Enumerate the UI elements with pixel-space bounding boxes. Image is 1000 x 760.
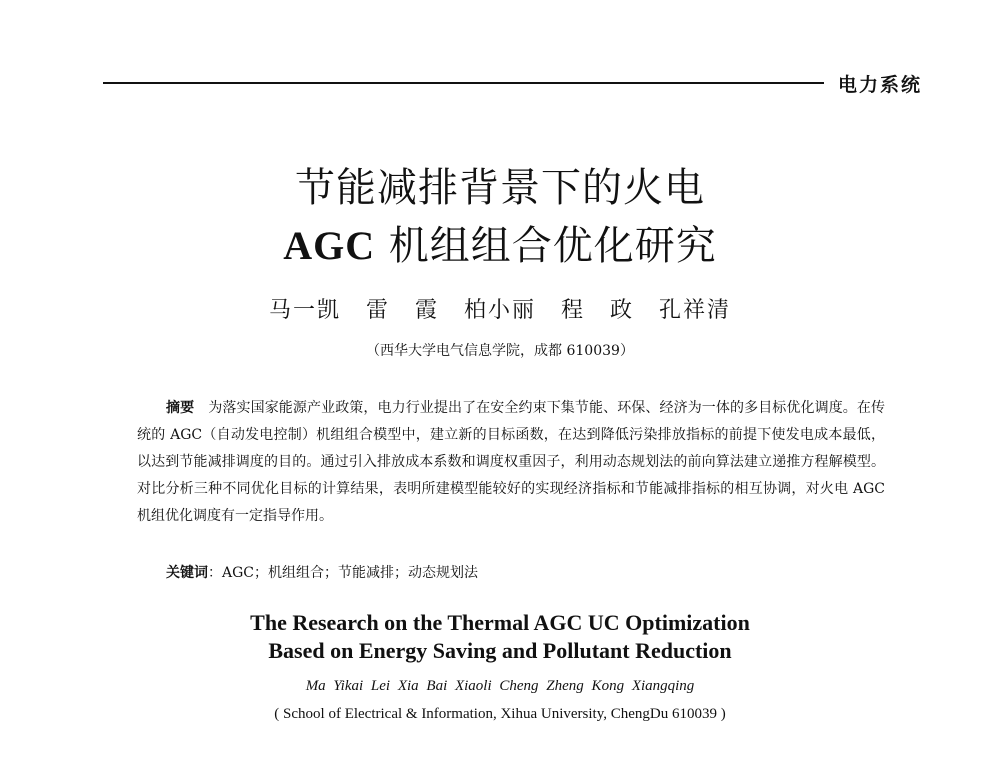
abstract-label: 摘要 [166,400,195,416]
keywords-label: 关键词 [166,565,208,581]
authors-en: Ma Yikai Lei Xia Bai Xiaoli Cheng Zheng Kong Xiangqing [305,678,695,694]
title-cn-line2-prefix: AGC [283,223,376,268]
keywords-text: ：AGC；机组组合；节能减排；动态规划法 [208,565,479,581]
abstract-text: 为落实国家能源产业政策，电力行业提出了在安全约束下集节能、环保、经济为一体的多目标优化调度。在传统的 AGC（自动发电控制）机组组合模型中，建立新的目标函数，在达到降低污染排放指标的前提下使发电成本最低，以达到节能减排调度的目的。通过引入排放成本系数和调度权重因子，利用动态规划法的前向算法建立递推方程解模型。对比分析三种不同优化目标的计算结果，表明所建模型能较好的实现经济指标和节能减排指标的相互协调，对火电 AGC 机组优化调度有一定指导作用。 [137,400,886,524]
title-cn-line2-suffix: 机组组合优化研究 [375,223,717,269]
affiliation-cn: （西华大学电气信息学院，成都 610039） [366,343,634,359]
affiliation-en: ( School of Electrical & Information, Xihua University, ChengDu 610039 ) [274,706,726,722]
authors-cn: 马一凯 雷 霞 柏小丽 程 政 孔祥清 [269,298,731,323]
title-cn-line1: 节能减排背景下的火电 [295,165,705,211]
header-rule [103,82,824,84]
keywords-cn [166,562,478,582]
title-cn-line2 [0,224,1000,268]
section-label: 电力系统 [837,74,922,96]
title-en-line1: The Research on the Thermal AGC UC Optimization [250,610,750,635]
abstract-cn [137,395,885,530]
title-en-line2: Based on Energy Saving and Pollutant Reduction [268,638,732,663]
